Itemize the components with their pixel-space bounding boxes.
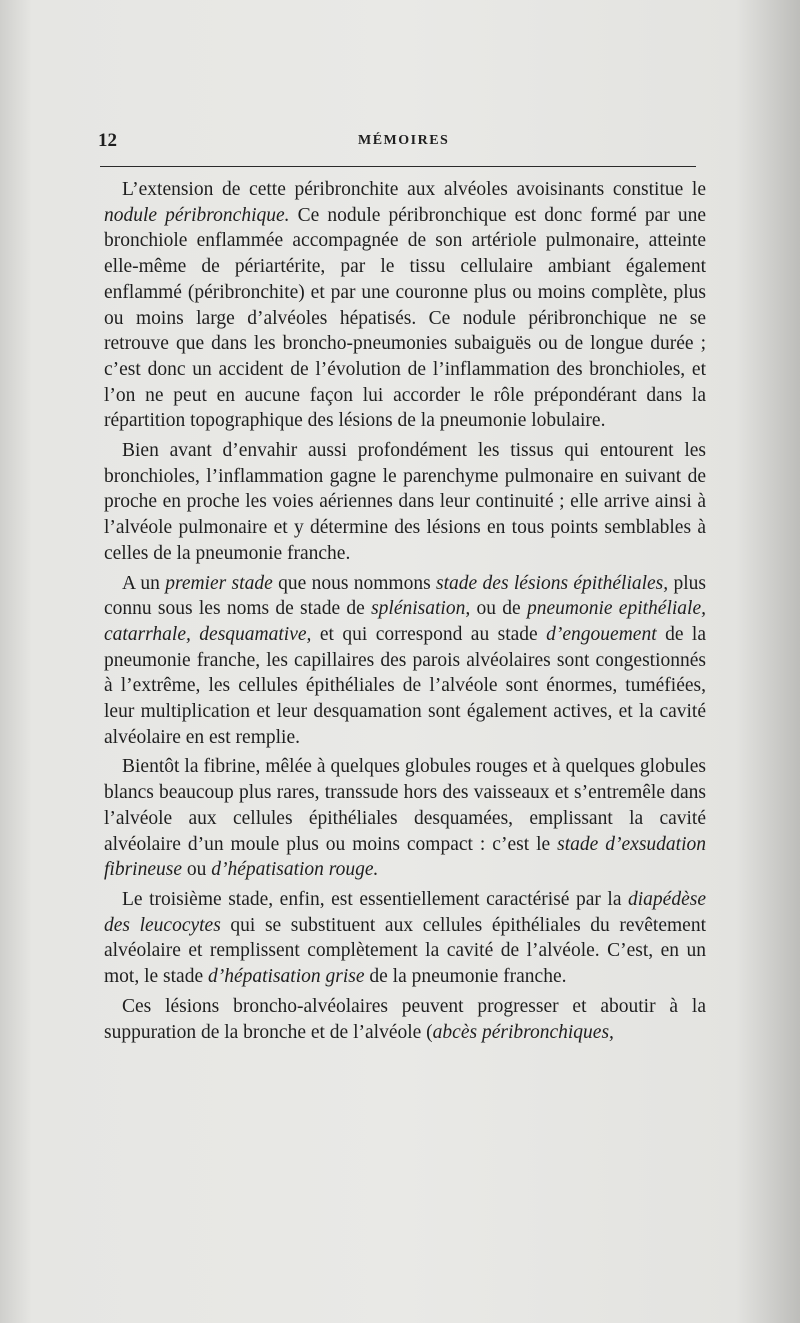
italic-term: premier stade [165,572,273,594]
text-segment: et qui correspond au stade [311,623,547,645]
paragraph-6 [104,994,706,1045]
text-segment: qui se substituent aux cellules épithéliales du revêtement alvéolaire et remplissent complètement la cavité de l’alvéole. C’est, en un mot, le stade [104,914,706,988]
paragraph-1 [104,177,706,434]
text-segment: Le troisième stade, enfin, est essentiellement caractérisé par la [122,888,629,910]
text-segment: L’extension de cette péribronchite aux alvéoles avoisinants constitue le [122,179,706,200]
italic-term: pneumonie epithéliale, catarrhale, desquamative, [104,598,706,645]
text-segment: Bien avant d’envahir aussi profondément les tissus qui entourent les bronchioles, l’inflammation gagne le parenchyme pulmonaire en suivant de proche en proche les voies aériennes dans leur continuité ; elle arrive ainsi à l’alvéole pulmonaire et y détermine des lésions en tous points semblables à celles de la pneumonie franche. [104,440,706,564]
paragraph-2 [104,438,706,567]
text-segment: de la pneumonie franche. [364,966,567,988]
italic-term: d’engouement [546,623,657,645]
italic-term: d’hépatisation grise [207,966,365,988]
paragraph-4 [104,754,706,883]
paragraph-5 [104,887,706,990]
italic-term: diapédèse des leucocytes [104,888,706,936]
text-segment: ou de [470,598,527,620]
body-text [104,177,706,1045]
text-segment: que nous nommons [272,572,437,594]
italic-term: d’hépatisation rouge. [211,859,379,881]
text-segment: Ce nodule péribronchique est donc formé par une bronchiole enflammée accompagnée de son artériole pulmonaire, atteinte elle-même de périartérite, par le tissu cellulaire ambiant également enflammé (péribronchite) et par une couronne plus ou moins complète, plus ou moins large d’alvéoles hépatisés. Ce nodule péribronchique ne se retrouve que dans les broncho-pneumonies subaiguës ou de longue durée ; c’est donc un accident de l’évolution de l’inflammation des bronchioles, et l’on ne peut en aucune façon lui accorder le rôle prépondérant dans la répartition topographique des lésions de la pneumonie lobulaire. [104,204,707,432]
paragraph-3 [104,571,706,751]
header-rule [100,166,696,167]
italic-term: splénisation, [371,598,471,620]
italic-term: stade d’exsudation fibrineuse [104,833,707,881]
italic-term: nodule péribronchique. [104,204,290,226]
text-segment: ou [182,859,212,881]
italic-term: abcès péribronchiques, [432,1021,614,1043]
running-title: MÉMOIRES [358,133,450,148]
text-segment: plus connu sous les noms de stade de [104,572,707,620]
page-number: 12 [98,130,117,151]
text-segment: Bientôt la fibrine, mêlée à quelques globules rouges et à quelques globules blancs beaucoup plus rares, transsude hors des vaisseaux et s’entremêle dans l’alvéole aux cellules épithéliales desquamées, emplissant la cavité alvéolaire d’un moule plus ou moins compact : c’est le [104,756,706,855]
italic-term: stade des lésions épithéliales, [436,572,669,594]
text-segment: de la pneumonie franche, les capillaires des parois alvéolaires sont congestionnés à l’extrême, les cellules épithéliales de l’alvéole sont énormes, tuméfiées, leur multiplication et leur desquamation sont également actives, et la cavité alvéolaire en est remplie. [104,623,706,748]
text-segment: Ces lésions broncho-alvéolaires peuvent progresser et aboutir à la suppuration de la bronche et de l’alvéole ( [104,995,706,1043]
text-segment: A un [122,572,166,594]
